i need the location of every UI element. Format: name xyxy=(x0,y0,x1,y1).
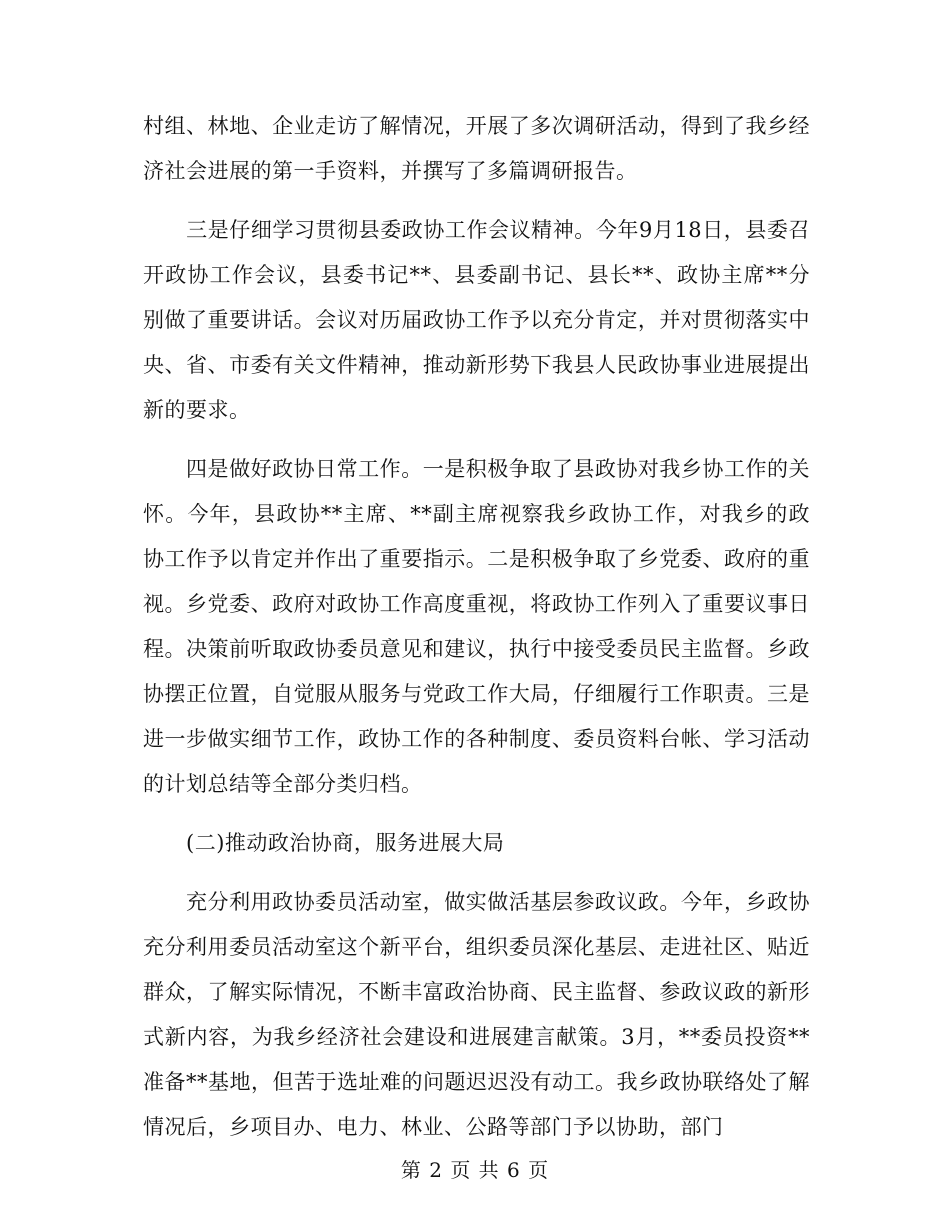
page-number-footer: 第 2 页 共 6 页 xyxy=(400,1158,550,1182)
paragraph-consultation: 充分利用政协委员活动室，做实做活基层参政议政。今年，乡政协充分利用委员活动室这个新平台，组织委员深化基层、走进社区、贴近群众，了解实际情况，不断丰富政治协商、民主监督、参政议政的新形式新内容，为我乡经济社会建设和进展建言献策。3月，**委员投资**准备**基地，但苦于选址难的问题迟迟没有动工。我乡政协联络处了解情况后，乡项目办、电力、林业、公路等部门予以协助，部门 xyxy=(143,890,810,1139)
paragraph-item-three: 三是仔细学习贯彻县委政协工作会议精神。今年9月18日，县委召开政协工作会议，县委书记**、县委副书记、县长**、政协主席**分别做了重要讲话。会议对历届政协工作予以充分肯定，并对贯彻落实中央、省、市委有关文件精神，推动新形势下我县人民政协事业进展提出新的要求。 xyxy=(143,218,810,422)
section-heading: (二)推动政治协商，服务进展大局 xyxy=(143,831,505,855)
paragraph-continuation: 村组、林地、企业走访了解情况，开展了多次调研活动，得到了我乡经济社会进展的第一手资料，并撰写了多篇调研报告。 xyxy=(143,114,810,183)
document-body xyxy=(143,104,810,1150)
paragraph-item-four: 四是做好政协日常工作。一是积极争取了县政协对我乡协工作的关怀。今年，县政协**主席、**副主席视察我乡政协工作，对我乡的政协工作予以肯定并作出了重要指示。二是积极争取了乡党委、政府的重视。乡党委、政府对政协工作高度重视，将政协工作列入了重要议事日程。决策前听取政协委员意见和建议，执行中接受委员民主监督。乡政协摆正位置，自觉服从服务与党政工作大局，仔细履行工作职责。三是进一步做实细节工作，政协工作的各种制度、委员资料台帐、学习活动的计划总结等全部分类归档。 xyxy=(143,457,810,796)
